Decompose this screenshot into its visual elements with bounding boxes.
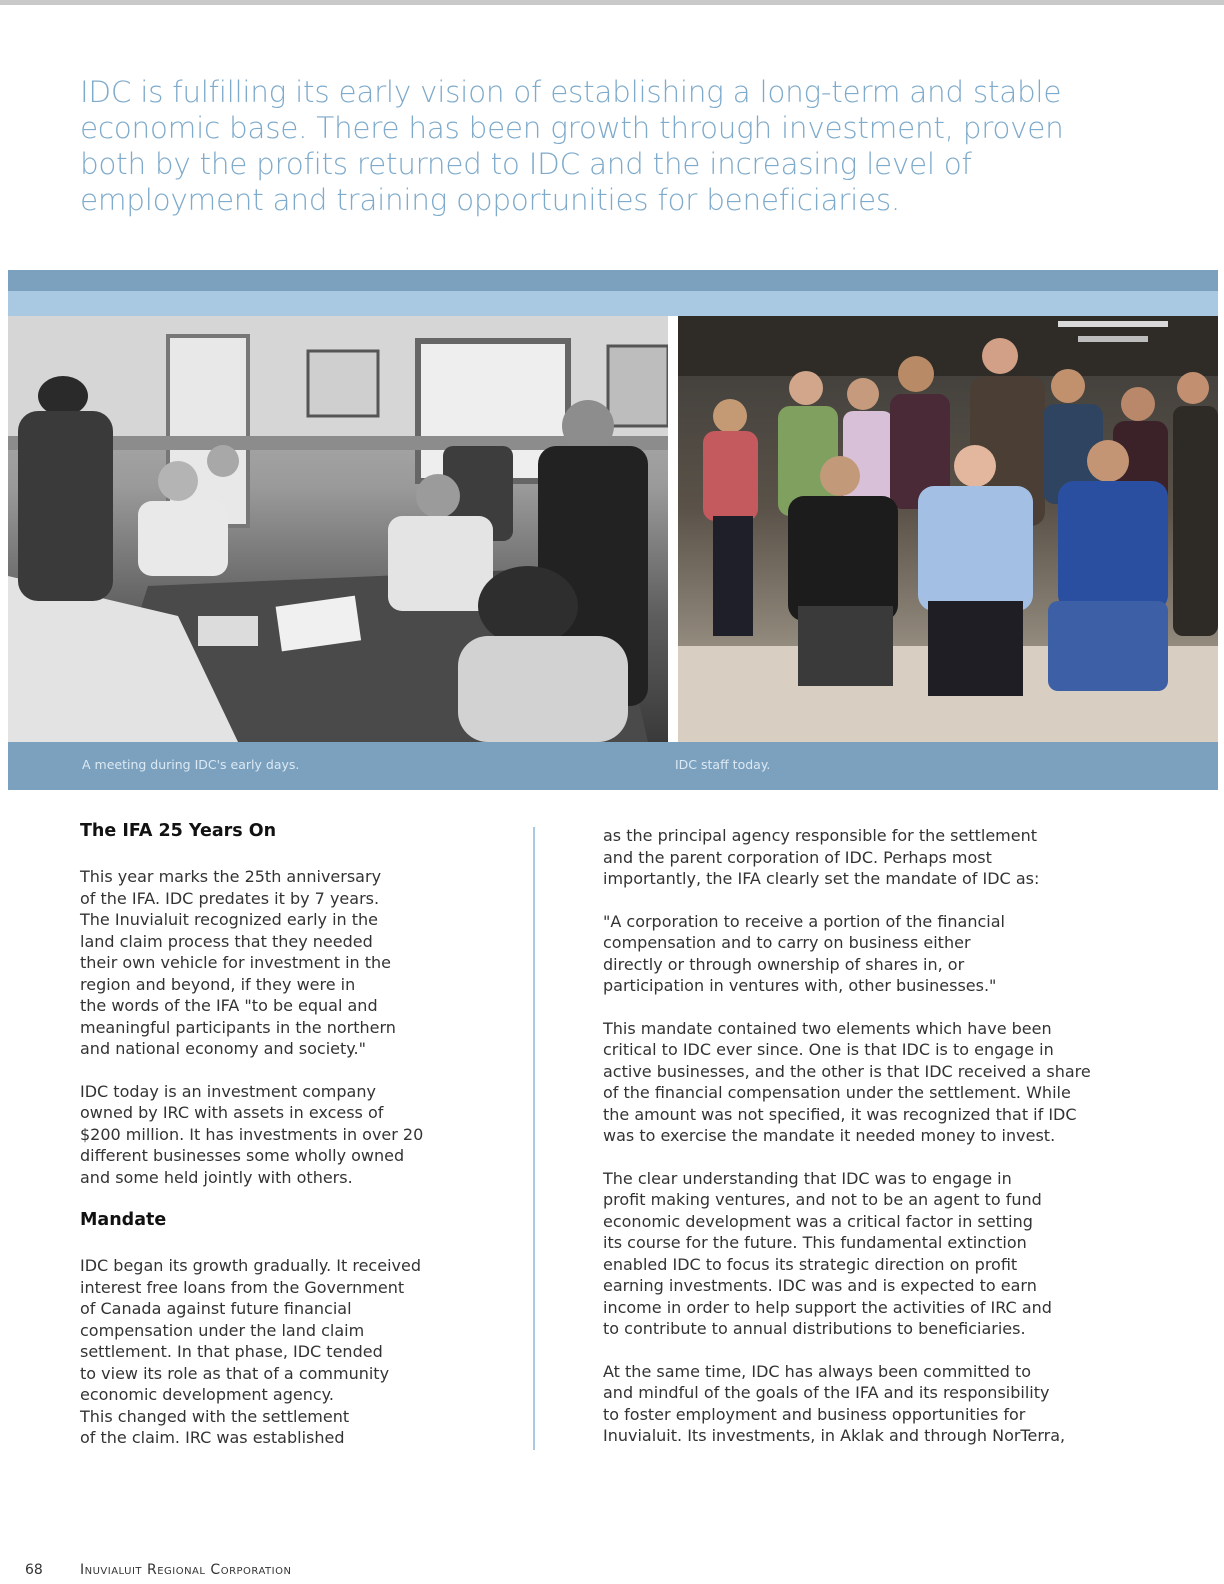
- left-column: [80, 820, 480, 1470]
- staff-photo-caption: IDC staff today.: [675, 757, 771, 772]
- meeting-photo-illustration: [8, 316, 668, 742]
- section-heading-mandate: Mandate: [80, 1210, 167, 1230]
- top-rule: [0, 0, 1224, 5]
- meeting-photo-caption: A meeting during IDC's early days.: [82, 757, 300, 772]
- photo-band-top: [8, 270, 1218, 291]
- paragraph: At the same time, IDC has always been committed to and mindful of the goals of the IFA and its responsibility to foster employment and business opportunities for Inuvialuit. Its investments, in Aklak and through NorTerra,: [603, 1361, 1066, 1445]
- section-heading-ifa-25-years: The IFA 25 Years On: [80, 821, 277, 841]
- paragraph: This year marks the 25th anniversary of the IFA. IDC predates it by 7 years. The Inuvialuit recognized early in the land claim process that they needed their own vehicle for investment in the region and beyond, if they were in the words of the IFA "to be equal and meaningful participants in the northern and national economy and society.": [80, 867, 396, 1058]
- publication-title: Inuvialuit Regional Corporation: [80, 1562, 292, 1578]
- paragraph: IDC today is an investment company owned by IRC with assets in excess of $200 million. It has investments in over 20 different businesses some wholly owned and some held jointly with others.: [80, 1081, 424, 1187]
- staff-photo: [678, 316, 1218, 742]
- paragraph: IDC began its growth gradually. It received interest free loans from the Government of Canada against future financial compensation under the land claim settlement. In that phase, IDC tended to view its role as that of a community economic development agency. This changed with the settlement of the claim. IRC was established: [80, 1256, 421, 1447]
- paragraph: The clear understanding that IDC was to engage in profit making ventures, and not to be an agent to fund economic development was a critical factor in setting its course for the future. This fundamental extinction enabled IDC to focus its strategic direction on profit earning investments. IDC was and is expected to earn income in order to help support the activities of IRC and to contribute to annual distributions to beneficiaries.: [603, 1168, 1052, 1338]
- mandate-quote: "A corporation to receive a portion of the financial compensation and to carry on business either directly or through ownership of shares in, or participation in ventures with, other businesses.": [603, 911, 1005, 995]
- right-column: [603, 825, 1163, 1468]
- column-divider: [533, 827, 535, 1450]
- intro-pull-quote: IDC is fulfilling its early vision of establishing a long-term and stable economic base. There has been growth through investment, proven both by the profits returned to IDC and the increasing level of employment and training opportunities for beneficiaries.: [80, 75, 1064, 217]
- page-number: 68: [25, 1562, 43, 1578]
- paragraph: as the principal agency responsible for the settlement and the parent corporation of IDC. Perhaps most importantly, the IFA clearly set the mandate of IDC as:: [603, 826, 1040, 888]
- photo-band-light: [8, 291, 1218, 316]
- meeting-photo: [8, 316, 668, 742]
- staff-photo-illustration: [678, 316, 1218, 742]
- paragraph: This mandate contained two elements which have been critical to IDC ever since. One is that IDC is to engage in active businesses, and the other is that IDC received a share of the financial compensation under the settlement. While the amount was not specified, it was recognized that if IDC was to exercise the mandate it needed money to invest.: [603, 1018, 1091, 1145]
